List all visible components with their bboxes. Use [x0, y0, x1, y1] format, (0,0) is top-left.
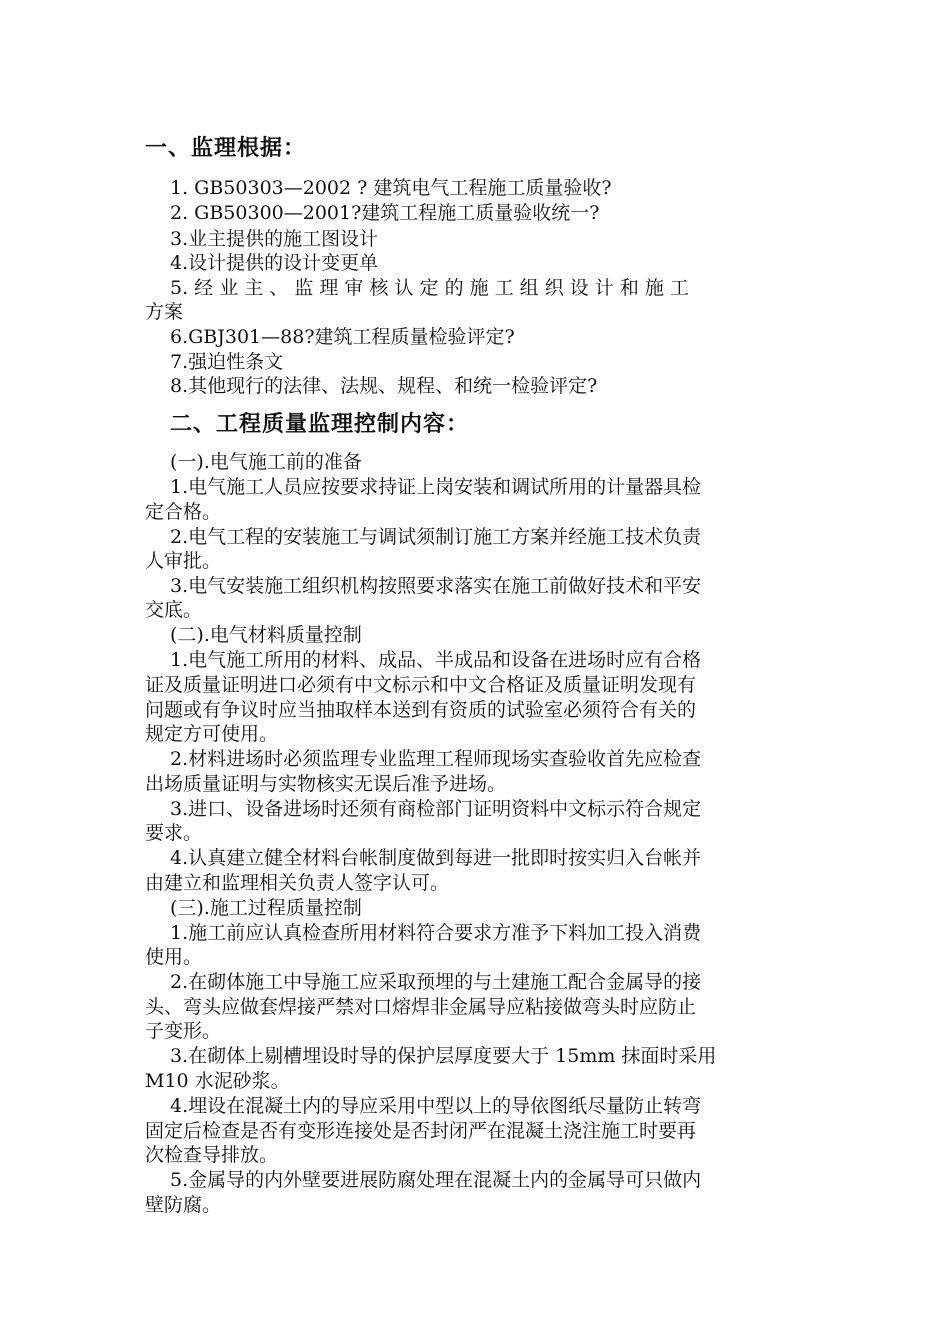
section-1-heading: 一、监理根据： — [145, 136, 307, 161]
basis-item-6: 6.GBJ301—88?建筑工程质量检验评定? — [170, 326, 515, 348]
paragraph-line: 头、弯头应做套焊接严禁对口熔焊非金属导应粘接做弯头时应防止 — [145, 996, 697, 1018]
paragraph-line: 出场质量证明与实物核实无误后准予进场。 — [145, 773, 507, 795]
paragraph-line: 4.认真建立健全材料台帐制度做到每进一批即时按实归入台帐并 — [170, 847, 702, 869]
basis-item-8: 8.其他现行的法律、法规、规程、和统一检验评定? — [170, 375, 598, 397]
paragraph-line: 壁防腐。 — [145, 1194, 222, 1216]
paragraph-line: 固定后检查是否有变形连接处是否封闭严在混凝土浇注施工时要再 — [145, 1120, 697, 1142]
paragraph-line: 要求。 — [145, 822, 203, 844]
paragraph-line: 2.电气工程的安装施工与调试须制订施工方案并经施工技术负责 — [170, 526, 702, 548]
paragraph-line: 3.电气安装施工组织机构按照要求落实在施工前做好技术和平安 — [170, 575, 702, 597]
paragraph-line: 2.在砌体施工中导施工应采取预埋的与土建施工配合金属导的接 — [170, 971, 702, 993]
basis-item-1: 1. GB50303—2002 ? 建筑电气工程施工质量验收? — [170, 177, 612, 199]
paragraph-line: 1.电气施工人员应按要求持证上岗安装和调试所用的计量器具检 — [170, 476, 702, 498]
paragraph-line: 交底。 — [145, 599, 203, 621]
section-2-heading: 二、工程质量监理控制内容： — [170, 412, 470, 437]
paragraph-line: 使用。 — [145, 946, 203, 968]
paragraph-line: 由建立和监理相关负责人签字认可。 — [145, 872, 450, 894]
paragraph-line: 子变形。 — [145, 1020, 222, 1042]
basis-item-5: 5. 经 业 主 、 监 理 审 核 认 定 的 施 工 组 织 设 计 和 施 工 — [170, 277, 689, 299]
basis-item-5-cont: 方案 — [145, 301, 184, 323]
paragraph-line: 证及质量证明进口必须有中文标示和中文合格证及质量证明发现有 — [145, 674, 697, 696]
paragraph-line: 规定方可使用。 — [145, 723, 279, 745]
paragraph-line: 次检查导排放。 — [145, 1144, 279, 1166]
basis-item-7: 7.强迫性条文 — [170, 351, 284, 373]
paragraph-line: 1.施工前应认真检查所用材料符合要求方准予下料加工投入消费 — [170, 922, 702, 944]
paragraph-line: 5.金属导的内外壁要进展防腐处理在混凝土内的金属导可只做内 — [170, 1169, 702, 1191]
basis-item-4: 4.设计提供的设计变更单 — [170, 252, 379, 274]
basis-item-2: 2. GB50300—2001?建筑工程施工质量验收统一? — [170, 202, 600, 224]
subsection-3-title: (三).施工过程质量控制 — [170, 897, 362, 919]
paragraph-line: 4.埋设在混凝土内的导应采用中型以上的导依图纸尽量防止转弯 — [170, 1095, 702, 1117]
paragraph-line: 3.在砌体上剔槽埋设时导的保护层厚度要大于 15mm 抹面时采用 — [170, 1045, 717, 1067]
paragraph-line: 人审批。 — [145, 550, 222, 572]
paragraph-line: M10 水泥砂浆。 — [145, 1070, 290, 1092]
subsection-1-title: (一).电气施工前的准备 — [170, 451, 362, 473]
paragraph-line: 3.进口、设备进场时还须有商检部门证明资料中文标示符合规定 — [170, 798, 702, 820]
paragraph-line: 1.电气施工所用的材料、成品、半成品和设备在进场时应有合格 — [170, 649, 702, 671]
paragraph-line: 2.材料进场时必须监理专业监理工程师现场实查验收首先应检查 — [170, 748, 702, 770]
basis-item-3: 3.业主提供的施工图设计 — [170, 228, 379, 250]
subsection-2-title: (二).电气材料质量控制 — [170, 624, 362, 646]
paragraph-line: 问题或有争议时应当抽取样本送到有资质的试验室必须符合有关的 — [145, 699, 697, 721]
paragraph-line: 定合格。 — [145, 501, 222, 523]
